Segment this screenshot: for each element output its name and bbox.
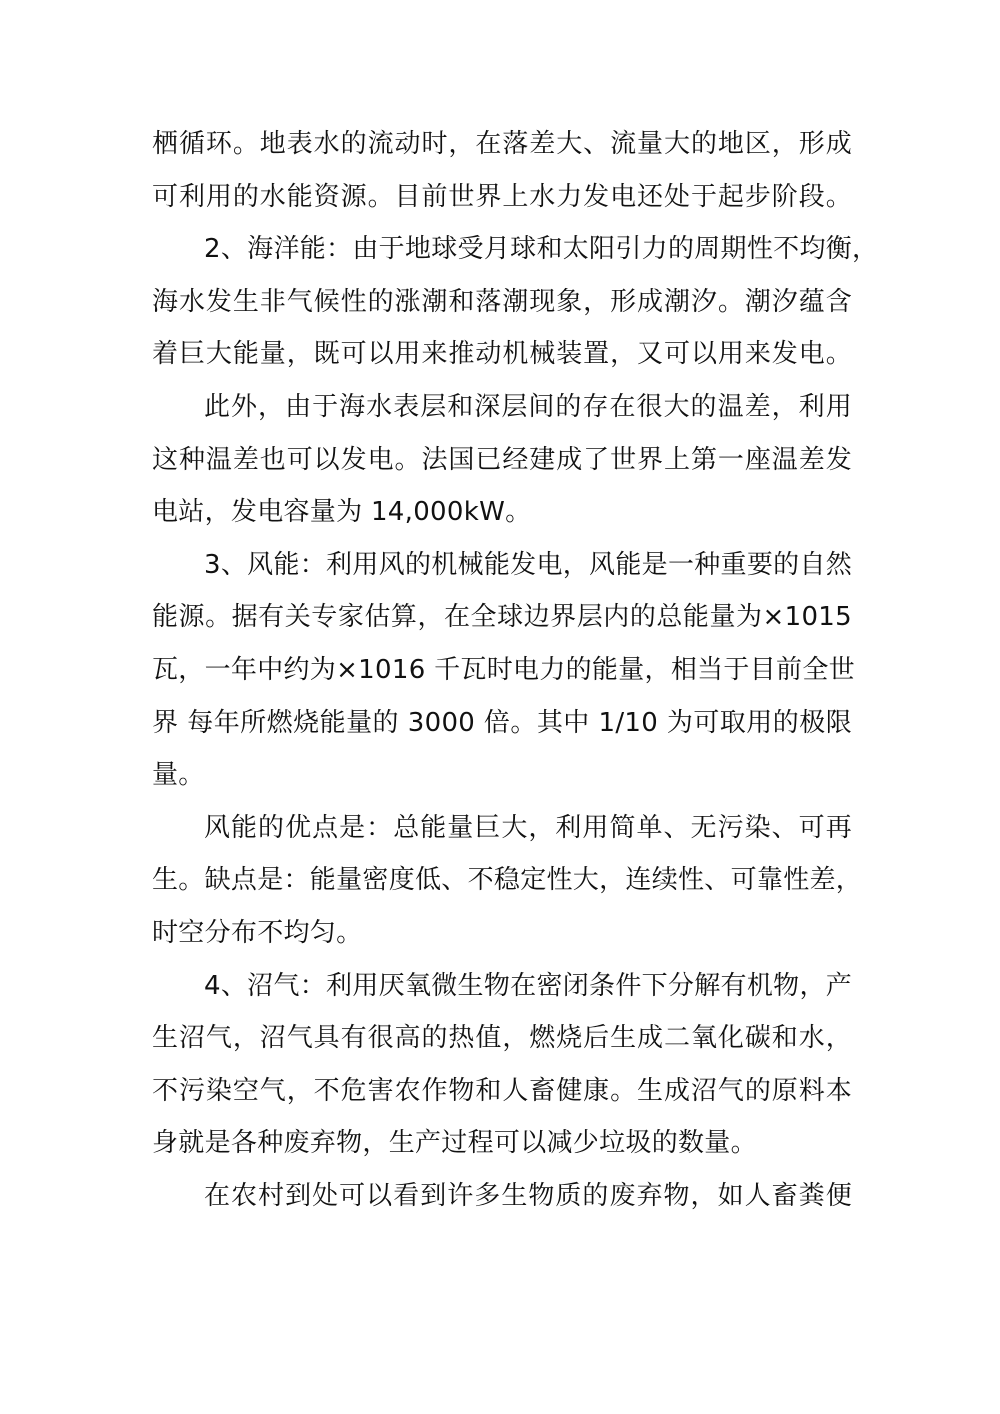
text-line: 可利用的水能资源。目前世界上水力发电还处于起步阶段。: [152, 181, 852, 212]
text-line: 量。: [152, 760, 205, 791]
text-line: 4、沼气：利用厌氧微生物在密闭条件下分解有机物，产: [204, 970, 853, 1001]
text-line: 着巨大能量，既可以用来推动机械装置，又可以用来发电。: [152, 339, 852, 370]
document-body: [152, 118, 879, 1222]
text-line: 风能的优点是：总能量巨大，利用简单、无污染、可再: [204, 812, 852, 843]
text-line: 生。缺点是：能量密度低、不稳定性大，连续性、可靠性差，: [152, 865, 863, 896]
text-line: 不污染空气，不危害农作物和人畜健康。生成沼气的原料本: [152, 1075, 852, 1106]
text-line: 3、风能：利用风的机械能发电，风能是一种重要的自然: [204, 549, 853, 580]
text-line: 海水发生非气候性的涨潮和落潮现象，形成潮汐。潮汐蕴含: [152, 286, 852, 317]
text-line: 2、海洋能：由于地球受月球和太阳引力的周期性不均衡，: [204, 234, 879, 265]
text-line: 这种温差也可以发电。法国已经建成了世界上第一座温差发: [152, 444, 852, 475]
text-line: 能源。据有关专家估算，在全球边界层内的总能量为×1015: [152, 602, 852, 633]
text-line: 生沼气，沼气具有很高的热值，燃烧后生成二氧化碳和水，: [152, 1023, 852, 1054]
text-line: 瓦，一年中约为×1016 千瓦时电力的能量，相当于目前全世: [152, 654, 855, 685]
text-line: 时空分布不均匀。: [152, 917, 363, 948]
text-line: 在农村到处可以看到许多生物质的废弃物，如人畜粪便: [204, 1180, 852, 1211]
text-line: 此外，由于海水表层和深层间的存在很大的温差，利用: [204, 391, 852, 422]
text-line: 栖循环。地表水的流动时，在落差大、流量大的地区，形成: [152, 129, 852, 159]
text-line: 界 每年所燃烧能量的 3000 倍。其中 1/10 为可取用的极限: [152, 707, 852, 738]
text-line: 电站，发电容量为 14,000kW。: [152, 497, 532, 528]
text-line: 身就是各种废弃物，生产过程可以减少垃圾的数量。: [152, 1128, 757, 1159]
